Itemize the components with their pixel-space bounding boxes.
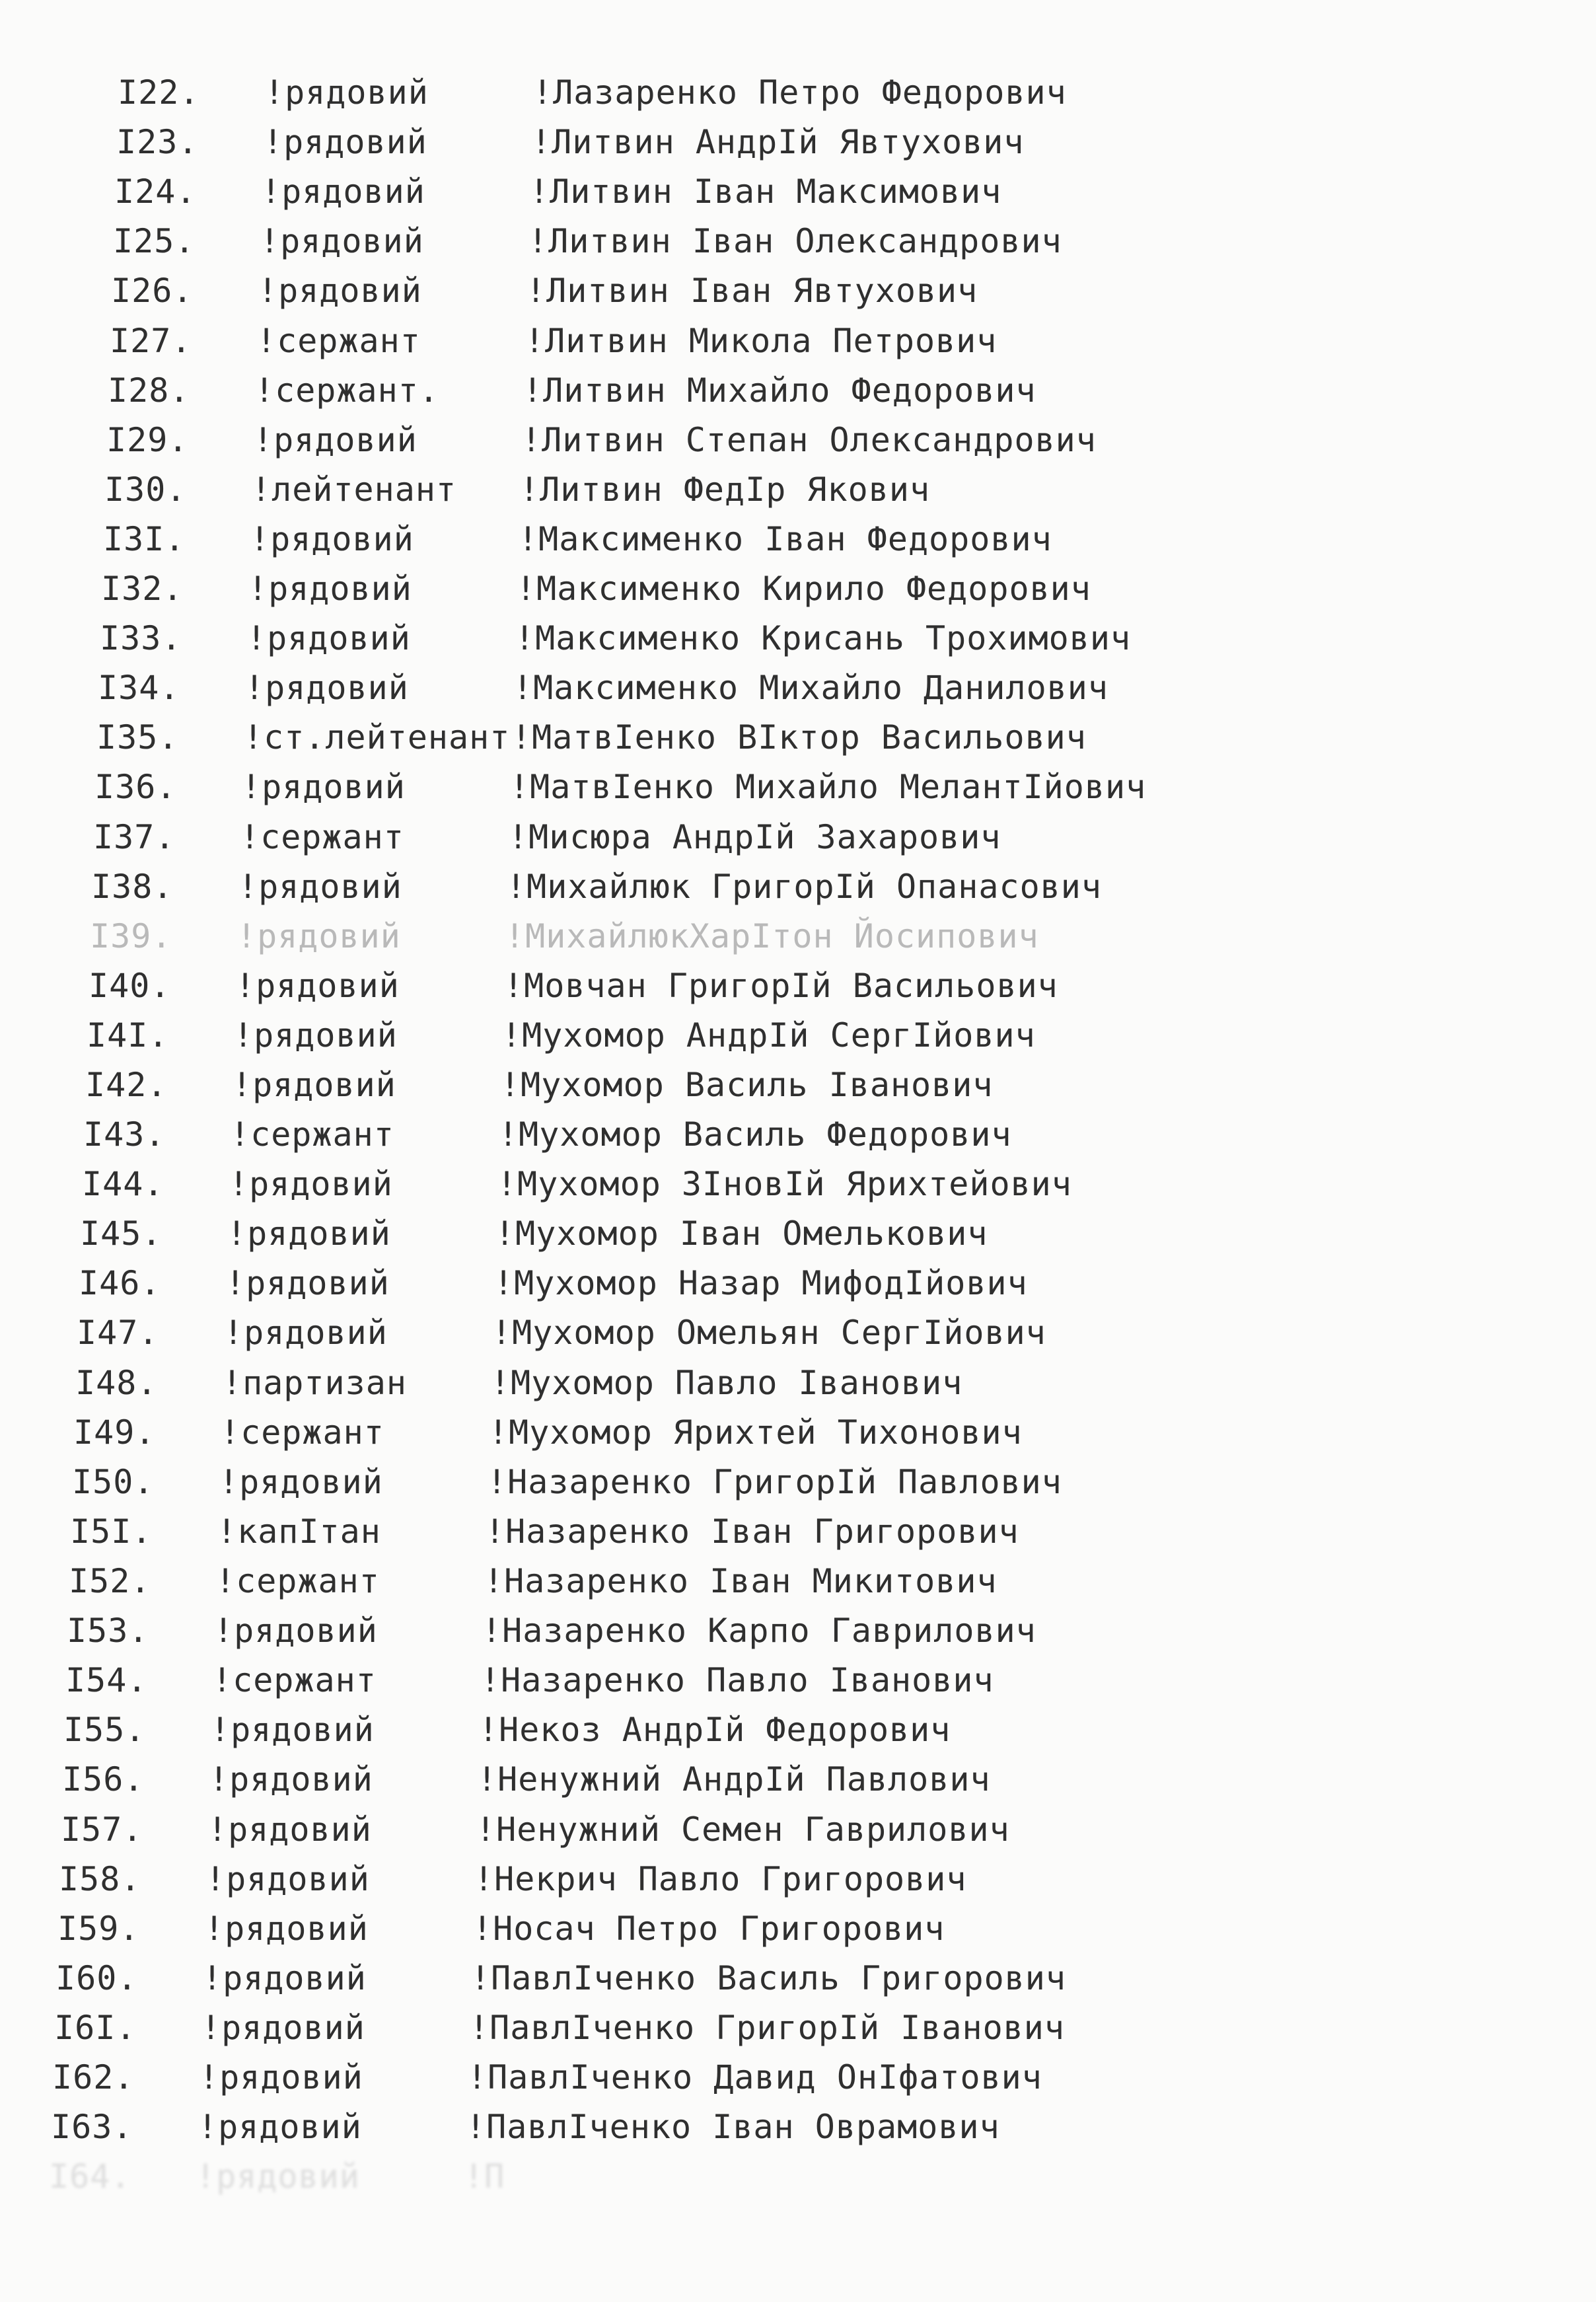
row-number: I58. xyxy=(59,1860,141,1898)
row-number: I28. xyxy=(108,371,190,410)
list-row xyxy=(0,1904,1596,1953)
row-number: I37. xyxy=(93,818,176,856)
list-row xyxy=(0,2102,1596,2151)
row-rank: !рядовий xyxy=(201,2009,365,2047)
row-number: I54. xyxy=(65,1661,148,1699)
row-rank: !рядовий xyxy=(263,123,427,161)
row-rank: !рядовий xyxy=(229,1165,393,1203)
list-row xyxy=(0,316,1596,365)
row-number: I29. xyxy=(106,421,189,459)
row-full-name: !ПавлІченко Іван Оврамович xyxy=(466,2108,1000,2146)
row-full-name: !Мисюра АндрІй Захарович xyxy=(508,818,1001,856)
list-row xyxy=(0,663,1596,712)
row-full-name: !Мухомор Назар МифодІйович xyxy=(493,1264,1028,1302)
row-number: I64. xyxy=(49,2157,131,2196)
row-number: I32. xyxy=(101,570,184,608)
list-row xyxy=(0,167,1596,216)
row-rank: !рядовий xyxy=(238,868,402,906)
list-row xyxy=(0,614,1596,663)
list-row xyxy=(0,1458,1596,1506)
list-row xyxy=(0,762,1596,811)
list-row xyxy=(0,515,1596,564)
row-rank: !капІтан xyxy=(217,1512,381,1551)
list-row xyxy=(0,1805,1596,1854)
row-rank: !лейтенант xyxy=(251,470,457,509)
row-number: I38. xyxy=(91,868,174,906)
list-row xyxy=(0,1209,1596,1258)
row-full-name: !Литвин Михайло Федорович xyxy=(523,371,1036,410)
row-number: I46. xyxy=(79,1264,161,1302)
row-full-name: !Литвин Іван Олександрович xyxy=(528,222,1062,260)
row-full-name: !Максименко Іван Федорович xyxy=(518,520,1052,558)
row-full-name: !Литвин Іван Явтухович xyxy=(526,272,978,310)
list-row xyxy=(0,416,1596,464)
list-row xyxy=(0,961,1596,1010)
row-rank: !рядовий xyxy=(213,1612,378,1650)
list-row xyxy=(0,1954,1596,2003)
list-row xyxy=(0,1755,1596,1804)
list-row xyxy=(0,1408,1596,1457)
list-row xyxy=(0,1507,1596,1556)
row-full-name: !Лазаренко Петро Федорович xyxy=(532,73,1067,112)
list-row xyxy=(0,366,1596,415)
row-full-name: !Назаренко Іван Григорович xyxy=(485,1512,1019,1551)
row-rank: !рядовий xyxy=(258,272,422,310)
row-full-name: !Мухомор АндрІй СергІйович xyxy=(501,1016,1036,1055)
row-rank: !рядовий xyxy=(261,172,425,211)
row-rank: !сержант xyxy=(220,1413,384,1452)
row-full-name: !Мухомор Іван Омелькович xyxy=(495,1214,988,1253)
row-rank: !рядовий xyxy=(232,1066,396,1104)
row-number: I62. xyxy=(52,2058,135,2097)
list-row xyxy=(0,1011,1596,1060)
row-full-name: !Ненужний АндрІй Павлович xyxy=(477,1760,991,1799)
row-number: I3I. xyxy=(103,520,186,558)
row-full-name: !Михайлюк ГригорІй Опанасович xyxy=(506,868,1102,906)
list-row xyxy=(0,1656,1596,1705)
list-row xyxy=(0,2152,1596,2201)
row-full-name: !Мухомор Василь Іванович xyxy=(500,1066,994,1104)
row-rank: !рядовий xyxy=(264,73,429,112)
row-number: I33. xyxy=(100,619,182,657)
list-row xyxy=(0,862,1596,911)
row-rank: !рядовий xyxy=(227,1214,391,1253)
row-number: I34. xyxy=(98,669,180,707)
row-number: I25. xyxy=(113,222,196,260)
row-rank: !рядовий xyxy=(223,1314,388,1352)
row-rank: !рядовий xyxy=(209,1760,373,1799)
row-full-name: !Максименко Крисань Трохимович xyxy=(515,619,1132,657)
row-number: I60. xyxy=(55,1959,138,1997)
row-rank: !рядовий xyxy=(235,967,400,1005)
row-number: I47. xyxy=(77,1314,159,1352)
row-full-name: !Назаренко Павло Іванович xyxy=(480,1661,994,1699)
row-rank: !рядовий xyxy=(204,1910,369,1948)
row-rank: !рядовий xyxy=(207,1810,372,1849)
row-full-name: !Литвин Степан Олександрович xyxy=(521,421,1097,459)
row-number: I44. xyxy=(82,1165,164,1203)
row-rank: !рядовий xyxy=(225,1264,390,1302)
list-row xyxy=(0,1110,1596,1159)
list-row xyxy=(0,1259,1596,1308)
list-row xyxy=(0,217,1596,266)
row-number: I30. xyxy=(104,470,187,509)
list-row xyxy=(0,912,1596,961)
row-number: I49. xyxy=(73,1413,156,1452)
row-number: I27. xyxy=(110,322,192,360)
row-rank: !ст.лейтенант xyxy=(243,718,511,757)
list-row xyxy=(0,1308,1596,1357)
list-row xyxy=(0,2053,1596,2102)
row-full-name: !Назаренко Карпо Гаврилович xyxy=(482,1612,1036,1650)
list-row xyxy=(0,1705,1596,1754)
row-rank: !сержант xyxy=(230,1115,394,1154)
row-number: I45. xyxy=(80,1214,163,1253)
row-rank: !рядовий xyxy=(236,917,401,955)
row-rank: !рядовий xyxy=(210,1711,375,1749)
row-number: I6I. xyxy=(54,2009,137,2047)
list-row xyxy=(0,1060,1596,1109)
list-row xyxy=(0,564,1596,613)
row-rank: !партизан xyxy=(222,1364,407,1402)
list-row xyxy=(0,813,1596,862)
row-rank: !сержант. xyxy=(254,371,439,410)
row-number: I42. xyxy=(85,1066,168,1104)
list-row xyxy=(0,1606,1596,1655)
row-number: I56. xyxy=(62,1760,145,1799)
row-rank: !рядовий xyxy=(260,222,424,260)
row-rank: !сержант xyxy=(215,1562,380,1600)
list-row xyxy=(0,1557,1596,1606)
row-rank: !рядовий xyxy=(246,619,411,657)
row-rank: !рядовий xyxy=(241,768,406,806)
row-rank: !сержант xyxy=(256,322,421,360)
row-rank: !рядовий xyxy=(248,570,412,608)
list-row xyxy=(0,713,1596,762)
row-number: I59. xyxy=(57,1910,140,1948)
row-rank: !рядовий xyxy=(202,1959,367,1997)
row-number: I5I. xyxy=(70,1512,153,1551)
list-row xyxy=(0,118,1596,167)
row-full-name: !Литвин ФедІр Якович xyxy=(519,470,931,509)
row-full-name: !Некрич Павло Григорович xyxy=(474,1860,967,1898)
row-full-name: !ПавлІченко Василь Григорович xyxy=(470,1959,1066,1997)
row-number: I22. xyxy=(118,73,200,112)
row-number: I23. xyxy=(116,123,199,161)
row-number: I43. xyxy=(83,1115,166,1154)
row-full-name: !Ненужний Семен Гаврилович xyxy=(476,1810,1010,1849)
list-row xyxy=(0,465,1596,514)
row-full-name: !Мухомор ЗІновІй Ярихтейович xyxy=(497,1165,1072,1203)
row-full-name: !Мухомор Ярихтей Тихонович xyxy=(488,1413,1023,1452)
row-number: I63. xyxy=(51,2108,133,2146)
row-full-name: !Некоз АндрІй Федорович xyxy=(478,1711,951,1749)
row-rank: !рядовий xyxy=(205,1860,370,1898)
row-full-name: !Литвин АндрІй Явтухович xyxy=(531,123,1025,161)
row-number: I39. xyxy=(90,917,172,955)
row-full-name: !ПавлІченко ГригорІй Іванович xyxy=(469,2009,1065,2047)
row-full-name: !Носач Петро Григорович xyxy=(472,1910,945,1948)
row-full-name: !Мухомор Василь Федорович xyxy=(498,1115,1012,1154)
row-full-name: !Мухомор Омельян СергІйович xyxy=(491,1314,1046,1352)
row-number: I50. xyxy=(72,1463,155,1501)
row-rank: !сержант xyxy=(212,1661,377,1699)
row-rank: !рядовий xyxy=(250,520,414,558)
row-rank: !сержант xyxy=(240,818,404,856)
row-number: I4I. xyxy=(87,1016,169,1055)
list-row xyxy=(0,266,1596,315)
row-full-name: !МатвІенко Михайло МелантІйович xyxy=(509,768,1147,806)
row-number: I55. xyxy=(63,1711,146,1749)
row-full-name: !ПавлІченко Давид ОнІфатович xyxy=(467,2058,1042,2097)
row-full-name: !Литвин Микола Петрович xyxy=(525,322,998,360)
row-rank: !рядовий xyxy=(244,669,409,707)
row-number: I40. xyxy=(89,967,171,1005)
row-full-name: !Максименко Кирило Федорович xyxy=(516,570,1091,608)
list-row xyxy=(0,1855,1596,1904)
row-number: I35. xyxy=(96,718,179,757)
list-row xyxy=(0,2003,1596,2052)
row-full-name: !Мухомор Павло Іванович xyxy=(490,1364,963,1402)
row-rank: !рядовий xyxy=(253,421,417,459)
row-rank: !рядовий xyxy=(196,2157,360,2196)
row-rank: !рядовий xyxy=(199,2058,363,2097)
row-number: I26. xyxy=(111,272,194,310)
row-number: I48. xyxy=(75,1364,158,1402)
row-full-name: !Мовчан ГригорІй Васильович xyxy=(503,967,1058,1005)
row-rank: !рядовий xyxy=(233,1016,398,1055)
row-number: I52. xyxy=(69,1562,151,1600)
row-full-name: !П xyxy=(464,2157,505,2196)
row-number: I53. xyxy=(67,1612,149,1650)
row-rank: !рядовий xyxy=(198,2108,362,2146)
row-full-name: !МихайлюкХарІтон Йосипович xyxy=(505,917,1039,955)
row-full-name: !Литвин Іван Максимович xyxy=(529,172,1002,211)
list-row xyxy=(0,1358,1596,1407)
list-row xyxy=(0,1160,1596,1208)
row-full-name: !Максименко Михайло Данилович xyxy=(513,669,1108,707)
list-row xyxy=(0,68,1596,117)
row-full-name: !Назаренко ГригорІй Павлович xyxy=(487,1463,1062,1501)
row-number: I36. xyxy=(94,768,177,806)
row-rank: !рядовий xyxy=(219,1463,383,1501)
row-number: I57. xyxy=(61,1810,143,1849)
row-full-name: !МатвІенко ВІктор Васильович xyxy=(511,718,1087,757)
row-full-name: !Назаренко Іван Микитович xyxy=(484,1562,998,1600)
row-number: I24. xyxy=(114,172,197,211)
